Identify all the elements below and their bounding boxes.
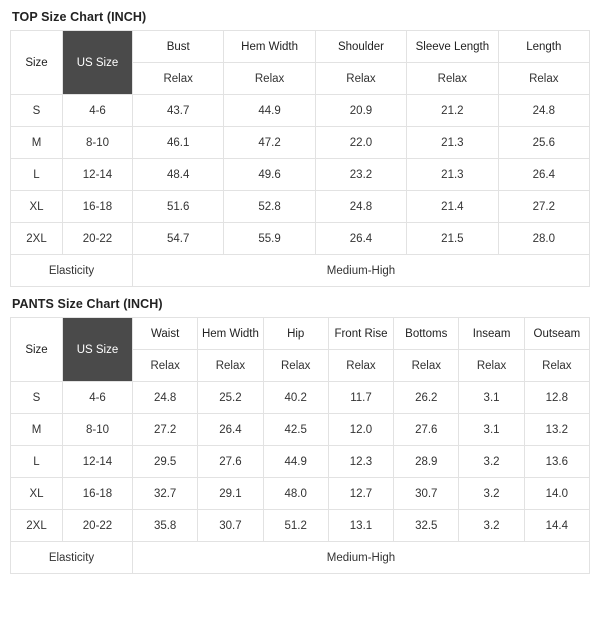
cell-size: XL — [11, 191, 63, 223]
cell-length: 27.2 — [498, 191, 589, 223]
cell-us-size: 8-10 — [63, 414, 133, 446]
table-row — [11, 510, 590, 542]
cell-inseam: 3.2 — [459, 478, 524, 510]
fit-hem-width: Relax — [198, 350, 263, 382]
table-header-row — [11, 318, 590, 350]
cell-front-rise: 12.0 — [328, 414, 393, 446]
cell-hip: 42.5 — [263, 414, 328, 446]
fit-outseam: Relax — [524, 350, 589, 382]
fit-length: Relax — [498, 63, 589, 95]
cell-waist: 24.8 — [133, 382, 198, 414]
cell-shoulder: 24.8 — [315, 191, 406, 223]
cell-sleeve-length: 21.3 — [407, 159, 498, 191]
cell-hem-width: 44.9 — [224, 95, 315, 127]
fit-hem-width: Relax — [224, 63, 315, 95]
elasticity-label: Elasticity — [11, 255, 133, 287]
cell-hem-width: 25.2 — [198, 382, 263, 414]
cell-outseam: 13.6 — [524, 446, 589, 478]
cell-size: M — [11, 127, 63, 159]
table-row — [11, 446, 590, 478]
cell-bottoms: 26.2 — [394, 382, 459, 414]
cell-size: 2XL — [11, 223, 63, 255]
header-us-size: US Size — [63, 31, 133, 95]
fit-bottoms: Relax — [394, 350, 459, 382]
cell-bottoms: 32.5 — [394, 510, 459, 542]
cell-size: S — [11, 95, 63, 127]
cell-size: L — [11, 446, 63, 478]
cell-sleeve-length: 21.3 — [407, 127, 498, 159]
cell-waist: 35.8 — [133, 510, 198, 542]
header-waist: Waist — [133, 318, 198, 350]
cell-hip: 48.0 — [263, 478, 328, 510]
table-row — [11, 414, 590, 446]
header-hip: Hip — [263, 318, 328, 350]
table-row — [11, 159, 590, 191]
cell-front-rise: 12.7 — [328, 478, 393, 510]
cell-us-size: 12-14 — [63, 159, 133, 191]
cell-us-size: 4-6 — [63, 382, 133, 414]
cell-outseam: 14.4 — [524, 510, 589, 542]
cell-bust: 46.1 — [133, 127, 224, 159]
header-sleeve-length: Sleeve Length — [407, 31, 498, 63]
cell-size: XL — [11, 478, 63, 510]
fit-inseam: Relax — [459, 350, 524, 382]
fit-sleeve-length: Relax — [407, 63, 498, 95]
fit-waist: Relax — [133, 350, 198, 382]
cell-hip: 40.2 — [263, 382, 328, 414]
elasticity-label: Elasticity — [11, 542, 133, 574]
header-hem-width: Hem Width — [198, 318, 263, 350]
cell-hip: 51.2 — [263, 510, 328, 542]
cell-sleeve-length: 21.5 — [407, 223, 498, 255]
cell-front-rise: 11.7 — [328, 382, 393, 414]
cell-hem-width: 49.6 — [224, 159, 315, 191]
fit-front-rise: Relax — [328, 350, 393, 382]
table-header-row — [11, 31, 590, 63]
cell-size: M — [11, 414, 63, 446]
cell-hem-width: 29.1 — [198, 478, 263, 510]
pants-chart-title: PANTS Size Chart (INCH) — [12, 297, 163, 311]
cell-hem-width: 47.2 — [224, 127, 315, 159]
cell-us-size: 16-18 — [63, 191, 133, 223]
cell-shoulder: 22.0 — [315, 127, 406, 159]
header-hem-width: Hem Width — [224, 31, 315, 63]
elasticity-value: Medium-High — [133, 255, 590, 287]
table-row — [11, 127, 590, 159]
cell-hip: 44.9 — [263, 446, 328, 478]
header-shoulder: Shoulder — [315, 31, 406, 63]
cell-shoulder: 20.9 — [315, 95, 406, 127]
cell-length: 28.0 — [498, 223, 589, 255]
header-length: Length — [498, 31, 589, 63]
elasticity-value: Medium-High — [133, 542, 590, 574]
cell-bust: 43.7 — [133, 95, 224, 127]
cell-outseam: 13.2 — [524, 414, 589, 446]
cell-us-size: 12-14 — [63, 446, 133, 478]
cell-us-size: 20-22 — [63, 510, 133, 542]
cell-bottoms: 30.7 — [394, 478, 459, 510]
cell-inseam: 3.2 — [459, 446, 524, 478]
elasticity-row — [11, 255, 590, 287]
cell-bottoms: 28.9 — [394, 446, 459, 478]
cell-hem-width: 52.8 — [224, 191, 315, 223]
top-size-chart-section — [10, 10, 590, 287]
cell-length: 26.4 — [498, 159, 589, 191]
cell-waist: 29.5 — [133, 446, 198, 478]
cell-size: S — [11, 382, 63, 414]
table-row — [11, 478, 590, 510]
table-row — [11, 191, 590, 223]
cell-hem-width: 55.9 — [224, 223, 315, 255]
cell-us-size: 20-22 — [63, 223, 133, 255]
cell-outseam: 12.8 — [524, 382, 589, 414]
fit-shoulder: Relax — [315, 63, 406, 95]
cell-bust: 51.6 — [133, 191, 224, 223]
cell-length: 24.8 — [498, 95, 589, 127]
cell-outseam: 14.0 — [524, 478, 589, 510]
header-us-size: US Size — [63, 318, 133, 382]
cell-hem-width: 26.4 — [198, 414, 263, 446]
table-row — [11, 382, 590, 414]
cell-hem-width: 30.7 — [198, 510, 263, 542]
cell-length: 25.6 — [498, 127, 589, 159]
cell-sleeve-length: 21.4 — [407, 191, 498, 223]
cell-bust: 54.7 — [133, 223, 224, 255]
elasticity-row — [11, 542, 590, 574]
cell-waist: 27.2 — [133, 414, 198, 446]
header-size: Size — [11, 31, 63, 95]
cell-size: L — [11, 159, 63, 191]
cell-shoulder: 26.4 — [315, 223, 406, 255]
cell-waist: 32.7 — [133, 478, 198, 510]
cell-inseam: 3.2 — [459, 510, 524, 542]
pants-size-chart-section — [10, 297, 590, 574]
header-front-rise: Front Rise — [328, 318, 393, 350]
pants-size-table — [10, 317, 590, 574]
header-bottoms: Bottoms — [394, 318, 459, 350]
header-inseam: Inseam — [459, 318, 524, 350]
header-outseam: Outseam — [524, 318, 589, 350]
top-chart-title: TOP Size Chart (INCH) — [12, 10, 147, 24]
cell-shoulder: 23.2 — [315, 159, 406, 191]
cell-us-size: 4-6 — [63, 95, 133, 127]
cell-size: 2XL — [11, 510, 63, 542]
header-bust: Bust — [133, 31, 224, 63]
cell-us-size: 8-10 — [63, 127, 133, 159]
cell-front-rise: 13.1 — [328, 510, 393, 542]
cell-hem-width: 27.6 — [198, 446, 263, 478]
cell-front-rise: 12.3 — [328, 446, 393, 478]
fit-bust: Relax — [133, 63, 224, 95]
cell-inseam: 3.1 — [459, 382, 524, 414]
cell-bottoms: 27.6 — [394, 414, 459, 446]
top-size-table — [10, 30, 590, 287]
header-size: Size — [11, 318, 63, 382]
table-row — [11, 223, 590, 255]
table-row — [11, 95, 590, 127]
cell-us-size: 16-18 — [63, 478, 133, 510]
cell-bust: 48.4 — [133, 159, 224, 191]
cell-inseam: 3.1 — [459, 414, 524, 446]
cell-sleeve-length: 21.2 — [407, 95, 498, 127]
fit-hip: Relax — [263, 350, 328, 382]
